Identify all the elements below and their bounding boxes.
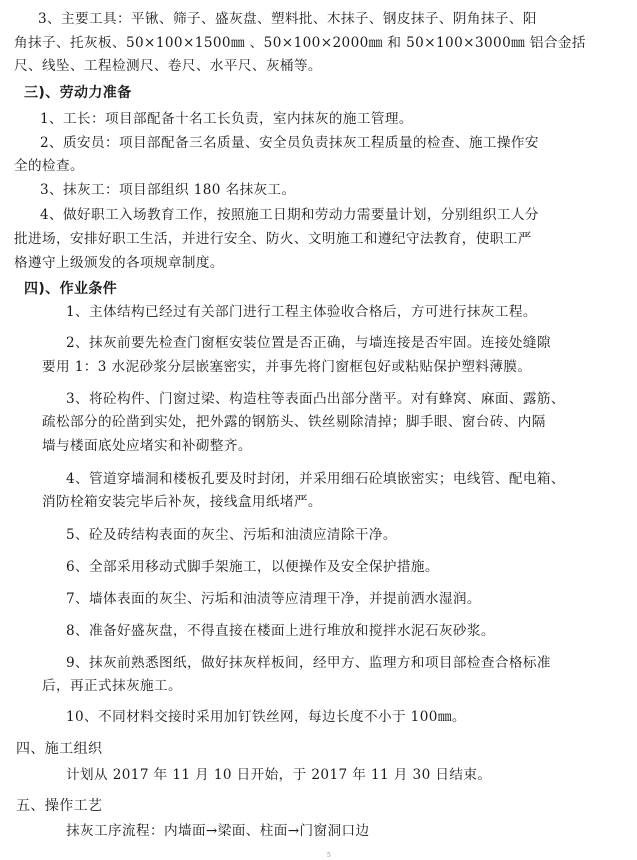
condition-4-line-1: 4、管道穿墙洞和楼板孔要及时封闭，并采用细石砼填嵌密实；电线管、配电箱、 <box>66 471 565 487</box>
section-conditions-heading: 四)、作业条件 <box>24 281 118 297</box>
condition-5: 5、砼及砖结构表面的灰尘、污垢和油渍应清除干净。 <box>66 527 397 543</box>
condition-4-line-2: 消防栓箱安装完毕后补灰，接线盒用纸堵严。 <box>42 494 322 510</box>
section-labor-heading: 三)、劳动力准备 <box>24 85 132 101</box>
process-text: 抹灰工序流程：内墙面→梁面、柱面→门窗洞口边 <box>66 823 370 839</box>
labor-para-2-line-2: 全的检查。 <box>14 158 84 174</box>
condition-3-line-1: 3、将砼构件、门窗过梁、构造柱等表面凸出部分凿平。对有蜂窝、麻面、露筋、 <box>66 391 565 407</box>
labor-para-4-line-2: 批进场，安排好职工生活，并进行安全、防火、文明施工和遵纪守法教育，使职工严 <box>14 231 532 247</box>
page-number: 5 <box>327 852 331 859</box>
condition-2-line-1: 2、抹灰前要先检查门窗框安装位置是否正确，与墙连接是否牢固。连接处缝隙 <box>66 335 551 351</box>
labor-para-2-line-1: 2、质安员：项目部配备三名质量、安全员负责抹灰工程质量的检查、施工操作安 <box>40 135 539 151</box>
labor-para-3: 3、抹灰工：项目部组织 180 名抹灰工。 <box>40 182 296 198</box>
condition-2-line-2: 要用 1：3 水泥砂浆分层嵌塞密实，并事先将门窗框包好或粘贴保护塑料薄膜。 <box>42 359 532 375</box>
tools-line-1: 3、主要工具：平锹、筛子、盛灰盘、塑料批、木抹子、钢皮抹子、阴角抹子、阳 <box>38 11 537 27</box>
condition-3-line-3: 墙与楼面底处应堵实和补砌整齐。 <box>42 438 252 454</box>
condition-3-line-2: 疏松部分的砼凿到实处，把外露的钢筋头、铁丝剔除清掉；脚手眼、窗台砖、内隔 <box>42 414 546 430</box>
section-organization-heading: 四、施工组织 <box>16 741 103 757</box>
tools-line-3: 尺、线坠、工程检测尺、卷尺、水平尺、灰桶等。 <box>14 58 322 74</box>
condition-9-line-1: 9、抹灰前熟悉图纸，做好抹灰样板间，经甲方、监理方和项目部检查合格标准 <box>66 655 551 671</box>
condition-9-line-2: 后，再正式抹灰施工。 <box>42 678 182 694</box>
tools-line-2: 角抹子、托灰板、50×100×1500㎜ 、50×100×2000㎜ 和 50×100×3000㎜ 铝合金括 <box>14 35 586 51</box>
condition-10: 10、不同材料交接时采用加钉铁丝网，每边长度不小于 100㎜。 <box>66 709 466 725</box>
condition-7: 7、墙体表面的灰尘、污垢和油渍等应清理干净，并提前洒水湿润。 <box>66 591 481 607</box>
labor-para-4-line-1: 4、做好职工入场教育工作，按照施工日期和劳动力需要量计划，分别组织工人分 <box>40 207 539 223</box>
organization-text: 计划从 2017 年 11 月 10 日开始，于 2017 年 11 月 30 日结束。 <box>66 767 492 783</box>
labor-para-4-line-3: 格遵守上级颁发的各项规章制度。 <box>14 255 224 271</box>
condition-8: 8、准备好盛灰盘，不得直接在楼面上进行堆放和搅拌水泥石灰砂浆。 <box>66 623 495 639</box>
condition-6: 6、全部采用移动式脚手架施工，以便操作及安全保护措施。 <box>66 559 439 575</box>
section-process-heading: 五、操作工艺 <box>16 798 103 814</box>
labor-para-1: 1、工长：项目部配备十名工长负责，室内抹灰的施工管理。 <box>40 111 413 127</box>
condition-1: 1、主体结构已经过有关部门进行工程主体验收合格后，方可进行抹灰工程。 <box>66 304 537 320</box>
